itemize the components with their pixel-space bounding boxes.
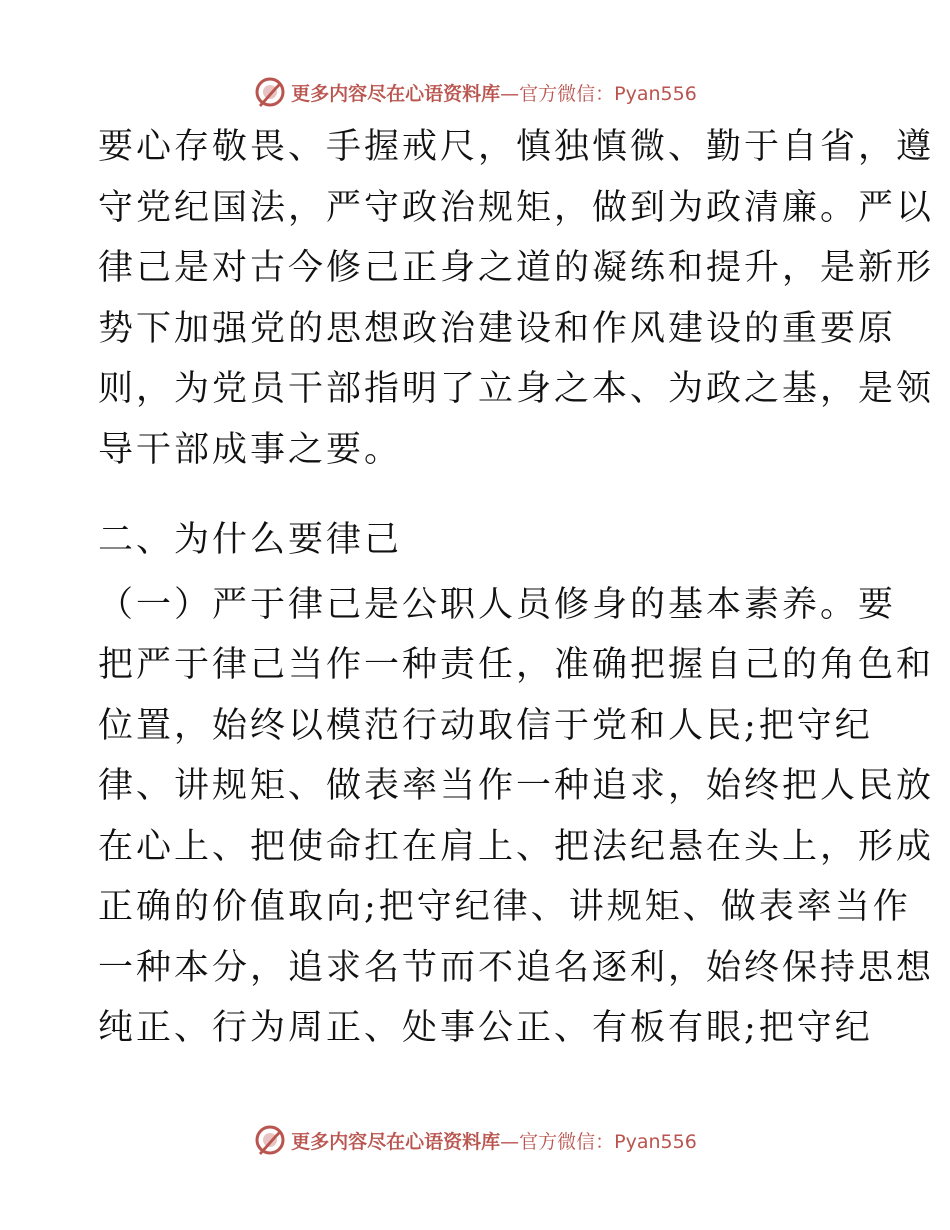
text-line: 律己是对古今修己正身之道的凝练和提升，是新形: [98, 248, 935, 288]
text-line: 一种本分，追求名节而不追名逐利，始终保持思想: [98, 947, 935, 988]
header-banner: [0, 72, 950, 112]
banner-wechat: —官方微信：Pyan556: [500, 1130, 697, 1153]
paragraph: [98, 575, 935, 1059]
text-line: 势下加强党的思想政治建设和作风建设的重要原: [98, 308, 897, 349]
banner-wechat: —官方微信：Pyan556: [500, 82, 697, 105]
text-line: 纯正、行为周正、处事公正、有板有眼;把守纪: [98, 1008, 873, 1048]
text-line: 律、讲规矩、做表率当作一种追求，始终把人民放: [98, 766, 935, 806]
text-line: 则，为党员干部指明了立身之本、为政之基，是领: [98, 369, 935, 409]
banner-text: 更多内容尽在心语资料库: [291, 1130, 501, 1153]
footer-banner: [0, 1120, 950, 1160]
text-line: 导干部成事之要。: [98, 429, 403, 470]
text-line: （一）严于律己是公职人员修身的基本素养。要: [98, 584, 897, 625]
paragraph: [98, 117, 935, 480]
document-body: [98, 117, 935, 1059]
text-line: 要心存敬畏、手握戒尺，慎独慎微、勤于自省，遵: [98, 127, 935, 167]
pen-circle-logo-icon: [253, 75, 287, 109]
text-line: 守党纪国法，严守政治规矩，做到为政清廉。严以: [98, 187, 935, 228]
pen-circle-logo-icon: [253, 1123, 287, 1157]
section-heading: 二、为什么要律己: [98, 520, 403, 560]
text-line: 位置，始终以模范行动取信于党和人民;把守纪: [98, 705, 873, 746]
text-line: 在心上、把使命扛在肩上、把法纪悬在头上，形成: [98, 826, 935, 867]
text-line: 正确的价值取向;把守纪律、讲规矩、做表率当作: [98, 887, 911, 927]
banner-text: 更多内容尽在心语资料库: [291, 82, 501, 105]
text-line: 把严于律己当作一种责任，准确把握自己的角色和: [98, 645, 935, 685]
